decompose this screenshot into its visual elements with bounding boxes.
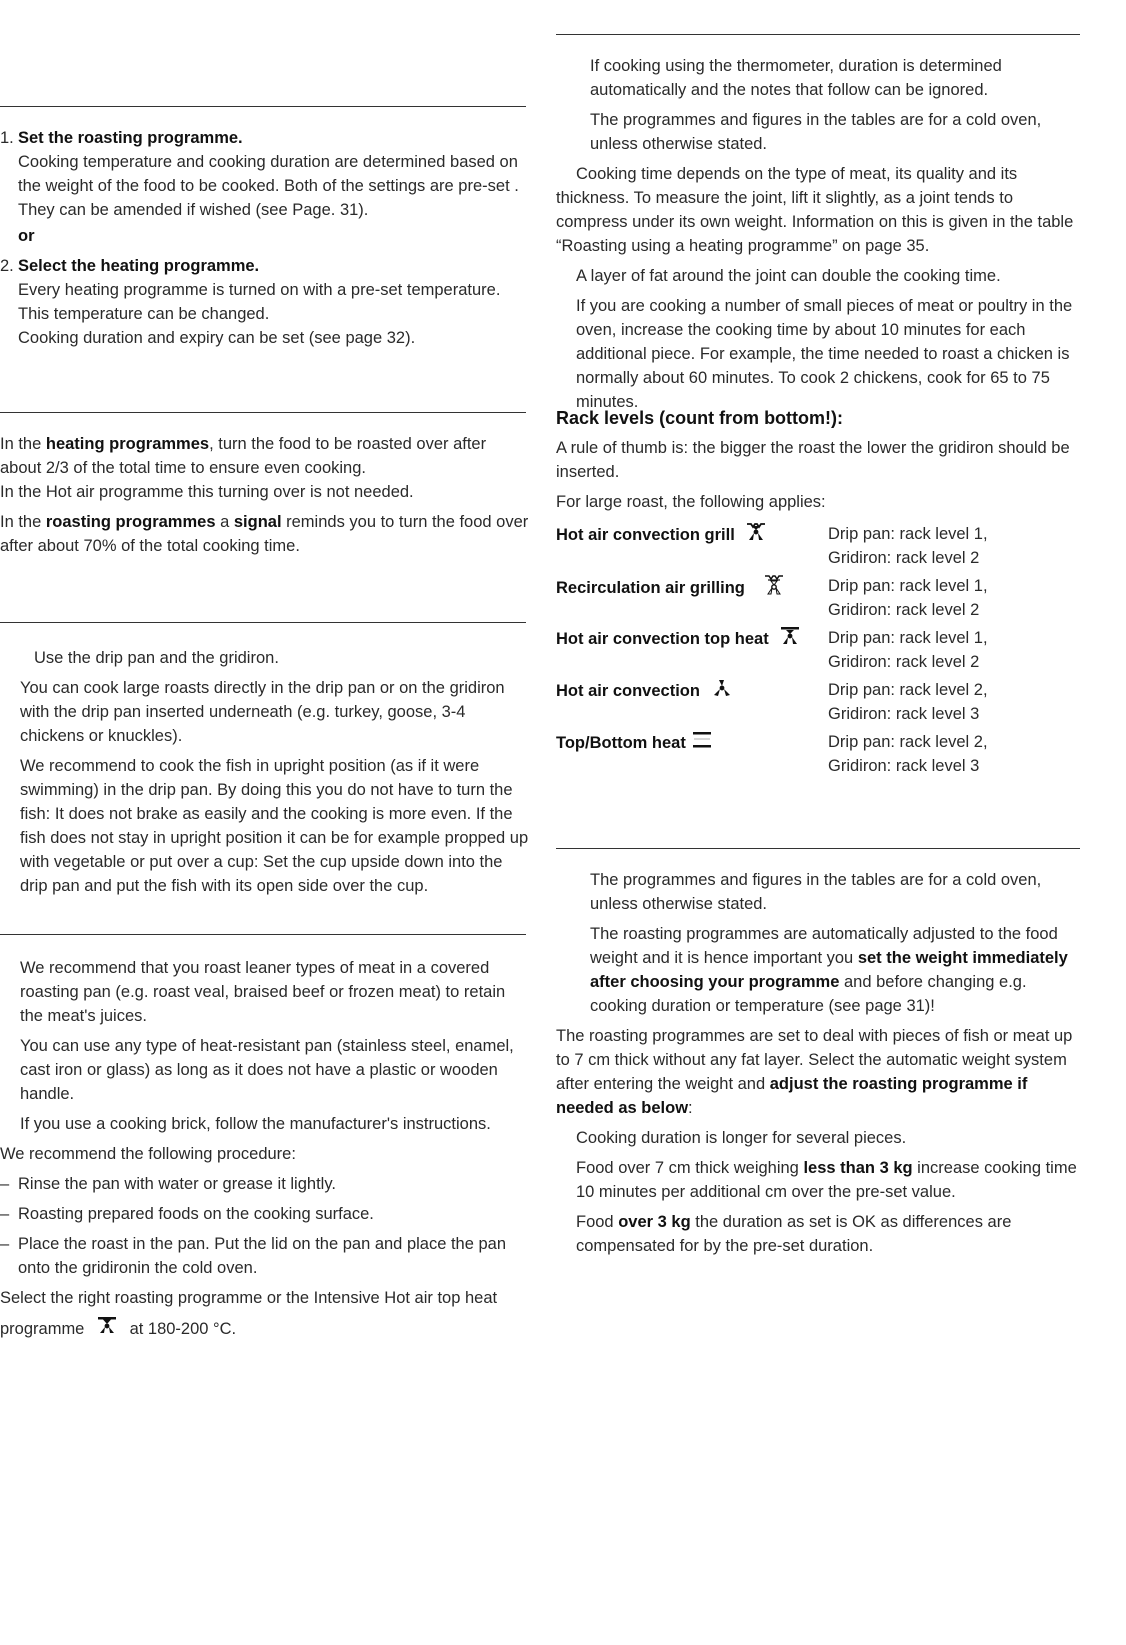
- covered-pan-section: [0, 956, 530, 1349]
- rack-levels-intro: A rule of thumb is: the bigger the roast the lower the gridiron should be inserted.: [556, 439, 1070, 481]
- procedure-step: – Rinse the pan with water or grease it lightly.: [0, 1175, 336, 1193]
- step-2: [0, 254, 530, 278]
- step-number: 2.: [0, 257, 14, 275]
- step-text: Every heating programme is turned on with a pre-set temperature. This temperature can be changed.: [18, 281, 501, 323]
- cooking-time-paragraph: Cooking time depends on the type of meat, its quality and its thickness. To measure the joint, lift it slightly, as a joint tends to compress under its own weight. Information on this is given in the table “Roasting using a heating programme” on page 35.: [556, 165, 1074, 255]
- procedure-intro: We recommend the following procedure:: [0, 1145, 296, 1163]
- turning-paragraph: In the roasting programmes a signal reminds you to turn the food over after about 70% of the total cooking time.: [0, 513, 529, 555]
- step-title: Select the heating programme.: [18, 257, 260, 275]
- covered-pan-paragraph: We recommend that you roast leaner types of meat in a covered roasting pan (e.g. roast veal, braised beef or frozen meat) to retain the meat's juices.: [20, 959, 506, 1025]
- section-divider: [0, 934, 526, 935]
- roasting-paragraph: The programmes and figures in the tables are for a cold oven, unless otherwise stated.: [590, 871, 1042, 913]
- roasting-programmes-section: [556, 868, 1086, 1264]
- hot-air-icon: [711, 678, 733, 705]
- table-row: Hot air convection top heat Drip pan: rack level 1, Gridiron: rack level 2: [556, 626, 1086, 678]
- table-row: Top/Bottom heat Drip pan: rack level 2, Gridiron: rack level 3: [556, 730, 1086, 782]
- table-row: Hot air convection grill Drip pan: rack level 1, Gridiron: rack level 2: [556, 522, 1086, 574]
- cooking-time-paragraph: If you are cooking a number of small pieces of meat or poultry in the oven, increase the cooking time by about 10 minutes for each additional piece. For example, the time needed to roast a chicken is normally about 60 minutes. To cook 2 chickens, cook for 65 to 75 minutes.: [576, 297, 1073, 411]
- section-divider: [556, 848, 1080, 849]
- or-label: or: [18, 227, 35, 245]
- covered-pan-paragraph: If you use a cooking brick, follow the manufacturer's instructions.: [20, 1115, 491, 1133]
- section-divider: [0, 106, 526, 107]
- step-1: [0, 126, 530, 150]
- step-number: 1.: [0, 129, 14, 147]
- table-row: Recirculation air grilling Drip pan: rack level 1, Gridiron: rack level 2: [556, 574, 1086, 626]
- programme-recommendation-temp: programme at 180-200 °C.: [0, 1316, 530, 1343]
- hot-air-top-heat-icon: [779, 626, 801, 653]
- intensive-hot-air-top-heat-icon: [97, 1316, 117, 1343]
- cooking-time-paragraph: The programmes and figures in the tables are for a cold oven, unless otherwise stated.: [590, 111, 1042, 153]
- step-text: Cooking temperature and cooking duration are determined based on the weight of the food to be cooked. Both of the settings are pre-set . They can be amended if wished (see Page. 31).: [18, 153, 519, 219]
- roasting-paragraph: The roasting programmes are automatically adjusted to the food weight and it is hence important you set the weight immediately after choosing your programme and before changing e.g. cooking duration or temperature (see page 31)!: [590, 925, 1068, 1015]
- rack-levels-table: [556, 522, 1086, 782]
- roasting-paragraph: The roasting programmes are set to deal with pieces of fish or meat up to 7 cm thick without any fat layer. Select the automatic weight system after entering the weight and adjust the roasting programme if needed as below:: [556, 1027, 1073, 1117]
- cooking-time-section: [556, 54, 1086, 420]
- section-divider: [0, 622, 526, 623]
- roasting-paragraph: Food over 3 kg the duration as set is OK as differences are compensated for by the pre-set duration.: [576, 1213, 1012, 1255]
- cooking-time-paragraph: A layer of fat around the joint can double the cooking time.: [576, 267, 1001, 285]
- rack-levels-heading: Rack levels (count from bottom!):: [556, 408, 844, 428]
- recirculation-grill-icon: [763, 574, 785, 603]
- step-title: Set the roasting programme.: [18, 129, 243, 147]
- turning-paragraph: In the heating programmes, turn the food to be roasted over after about 2/3 of the total time to ensure even cooking.: [0, 435, 487, 477]
- drip-pan-paragraph: You can cook large roasts directly in the drip pan or on the gridiron with the drip pan inserted underneath (e.g. turkey, goose, 3-4 chickens or knuckles).: [20, 679, 505, 745]
- rack-levels-section: [556, 402, 1086, 782]
- turning-paragraph: In the Hot air programme this turning over is not needed.: [0, 483, 414, 501]
- turning-section: [0, 432, 530, 564]
- procedure-step: – Place the roast in the pan. Put the lid on the pan and place the pan onto the gridironin the cold oven.: [0, 1235, 507, 1277]
- roasting-paragraph: Food over 7 cm thick weighing less than 3 kg increase cooking time 10 minutes per additional cm over the pre-set value.: [576, 1159, 1077, 1201]
- programme-recommendation: Select the right roasting programme or the Intensive Hot air top heat: [0, 1289, 498, 1307]
- top-bottom-heat-icon: [692, 730, 712, 757]
- drip-pan-paragraph: We recommend to cook the fish in upright position (as if it were swimming) in the drip pan. By doing this you do not have to turn the fish: It does not brake as easily and the cooking is more even. If the fish does not stay in upright position it can be for example propped up with vegetable or put over a cup: Set the cup upside down into the drip pan and put the fish with its open side over the cup.: [20, 757, 529, 895]
- section-divider: [0, 412, 526, 413]
- table-row: Hot air convection Drip pan: rack level 2, Gridiron: rack level 3: [556, 678, 1086, 730]
- procedure-step: – Roasting prepared foods on the cooking surface.: [0, 1205, 374, 1223]
- drip-pan-paragraph: Use the drip pan and the gridiron.: [34, 649, 279, 667]
- rack-levels-intro: For large roast, the following applies:: [556, 493, 826, 511]
- step-text: Cooking duration and expiry can be set (see page 32).: [18, 329, 416, 347]
- section-divider: [556, 34, 1080, 35]
- cooking-time-paragraph: If cooking using the thermometer, duration is determined automatically and the notes that follow can be ignored.: [590, 57, 1002, 99]
- covered-pan-paragraph: You can use any type of heat-resistant pan (stainless steel, enamel, cast iron or glass) as long as it does not have a plastic or wooden handle.: [20, 1037, 514, 1103]
- programme-selection-section: [0, 126, 530, 356]
- hot-air-grill-icon: [745, 522, 767, 549]
- drip-pan-section: [0, 646, 530, 904]
- roasting-paragraph: Cooking duration is longer for several pieces.: [576, 1129, 907, 1147]
